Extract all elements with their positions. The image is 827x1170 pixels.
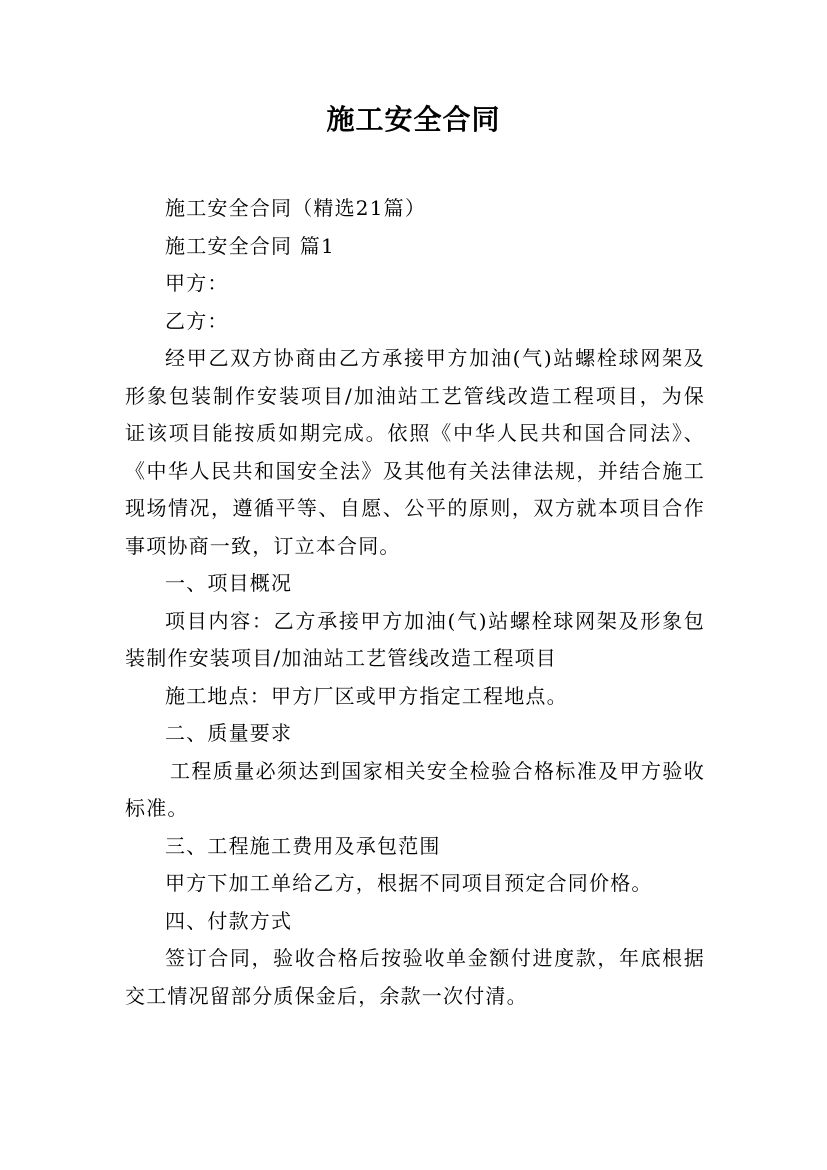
section-heading-quality: 二、质量要求: [165, 721, 293, 745]
section-heading-fees-scope: 三、工程施工费用及承包范围: [165, 833, 441, 858]
section-heading-article-1: 施工安全合同 篇1: [165, 233, 335, 258]
payment-paragraph: 签订合同，验收合格后按验收单金额付进度款，年底根据交工情况留部分质保金后，余款一次付清。: [125, 946, 705, 1008]
quality-paragraph: 工程质量必须达到国家相关安全检验合格标准及甲方验收标准。: [125, 758, 705, 820]
section-heading-project-overview: 一、项目概况: [165, 571, 293, 595]
subtitle-paragraph: 施工安全合同（精选21篇）: [165, 196, 427, 220]
section-heading-payment: 四、付款方式: [165, 908, 293, 933]
project-content-paragraph: 项目内容：乙方承接甲方加油(气)站螺栓球网架及形象包装制作安装项目/加油站工艺管线改造工程项目: [125, 608, 705, 670]
document-body: [125, 190, 705, 1015]
fees-paragraph: 甲方下加工单给乙方，根据不同项目预定合同价格。: [165, 871, 653, 895]
party-b-line: 乙方：: [165, 308, 229, 333]
preamble-paragraph: 经甲乙双方协商由乙方承接甲方加油(气)站螺栓球网架及形象包装制作安装项目/加油站工艺管线改造工程项目，为保证该项目能按质如期完成。依照《中华人民共和国合同法》、《中华人民共和国安全法》及其他有关法律法规，并结合施工现场情况，遵循平等、自愿、公平的原则，双方就本项目合作事项协商一致，订立本合同。: [125, 346, 705, 558]
document-title: 施工安全合同: [326, 103, 501, 136]
construction-site-paragraph: 施工地点：甲方厂区或甲方指定工程地点。: [165, 683, 568, 708]
party-a-line: 甲方：: [165, 271, 229, 295]
